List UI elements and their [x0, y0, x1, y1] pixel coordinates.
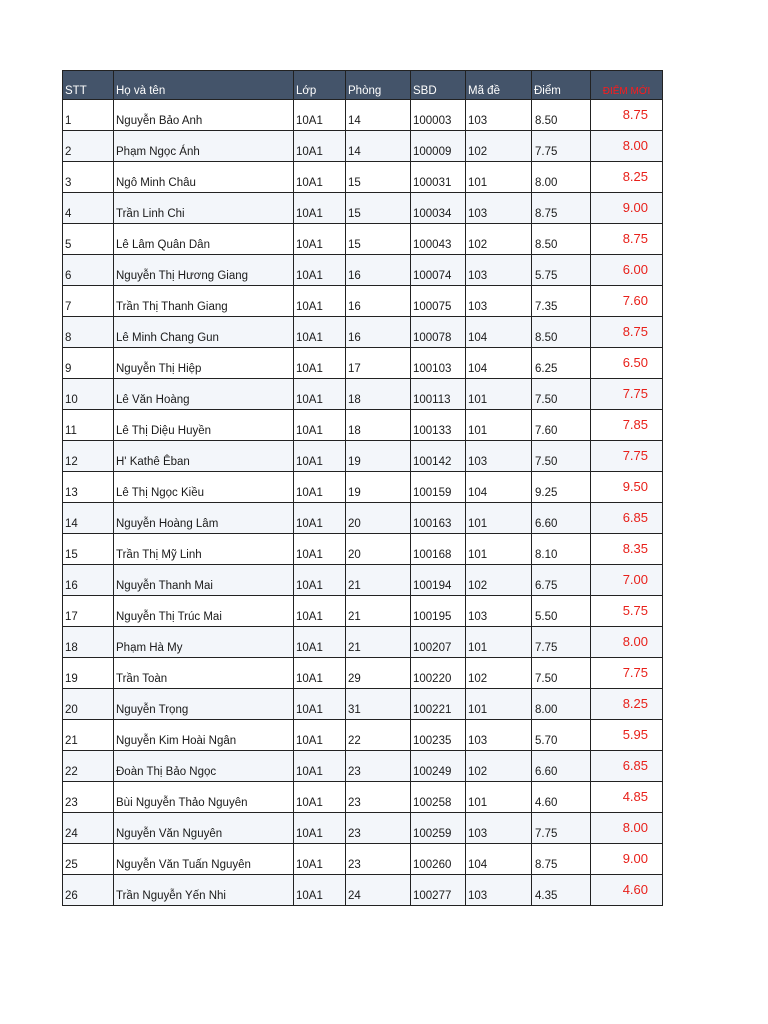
cell-class[interactable]: 10A1 [294, 689, 346, 720]
cell-sbd[interactable]: 100207 [411, 627, 466, 658]
table-row [63, 131, 663, 162]
cell-new-score[interactable]: 4.85 [591, 782, 663, 813]
cell-class[interactable]: 10A1 [294, 317, 346, 348]
cell-new-score[interactable]: 5.75 [591, 596, 663, 627]
cell-name[interactable]: Bùi Nguyễn Thảo Nguyên [114, 782, 294, 813]
table-row [63, 658, 663, 689]
cell-score[interactable]: 5.50 [532, 596, 591, 627]
cell-stt[interactable]: 24 [63, 813, 114, 844]
cell-room[interactable]: 23 [346, 813, 411, 844]
cell-name[interactable]: Phạm Hà My [114, 627, 294, 658]
cell-score[interactable]: 7.50 [532, 379, 591, 410]
cell-name[interactable]: Lê Lâm Quân Dân [114, 224, 294, 255]
cell-name[interactable]: Nguyễn Thị Hương Giang [114, 255, 294, 286]
cell-sbd[interactable]: 100249 [411, 751, 466, 782]
cell-sbd[interactable]: 100195 [411, 596, 466, 627]
table-row [63, 162, 663, 193]
cell-name[interactable]: Nguyễn Trọng [114, 689, 294, 720]
cell-score[interactable]: 8.75 [532, 193, 591, 224]
cell-code[interactable]: 101 [466, 503, 532, 534]
cell-stt[interactable]: 8 [63, 317, 114, 348]
cell-new-score[interactable]: 8.25 [591, 162, 663, 193]
cell-stt[interactable]: 11 [63, 410, 114, 441]
cell-class[interactable]: 10A1 [294, 255, 346, 286]
table-row [63, 286, 663, 317]
table-row [63, 317, 663, 348]
cell-code[interactable]: 102 [466, 565, 532, 596]
header-score[interactable]: Điểm [532, 71, 591, 100]
cell-class[interactable]: 10A1 [294, 658, 346, 689]
cell-class[interactable]: 10A1 [294, 565, 346, 596]
cell-score[interactable]: 7.35 [532, 286, 591, 317]
cell-class[interactable]: 10A1 [294, 379, 346, 410]
cell-class[interactable]: 10A1 [294, 100, 346, 131]
header-name[interactable]: Họ và tên [114, 71, 294, 100]
cell-new-score[interactable]: 8.75 [591, 317, 663, 348]
cell-stt[interactable]: 21 [63, 720, 114, 751]
cell-sbd[interactable]: 100031 [411, 162, 466, 193]
cell-sbd[interactable]: 100159 [411, 472, 466, 503]
cell-name[interactable]: Nguyễn Bảo Anh [114, 100, 294, 131]
cell-stt[interactable]: 22 [63, 751, 114, 782]
cell-room[interactable]: 29 [346, 658, 411, 689]
table-row [63, 844, 663, 875]
table-row [63, 720, 663, 751]
cell-class[interactable]: 10A1 [294, 348, 346, 379]
cell-new-score[interactable]: 8.00 [591, 813, 663, 844]
cell-room[interactable]: 22 [346, 720, 411, 751]
table-row [63, 472, 663, 503]
cell-score[interactable]: 8.50 [532, 317, 591, 348]
header-row [63, 71, 663, 100]
cell-sbd[interactable]: 100260 [411, 844, 466, 875]
cell-room[interactable]: 16 [346, 255, 411, 286]
cell-score[interactable]: 6.60 [532, 503, 591, 534]
cell-room[interactable]: 19 [346, 472, 411, 503]
cell-new-score[interactable]: 8.75 [591, 100, 663, 131]
cell-class[interactable]: 10A1 [294, 720, 346, 751]
cell-score[interactable]: 4.60 [532, 782, 591, 813]
score-table [62, 70, 663, 906]
cell-score[interactable]: 7.50 [532, 658, 591, 689]
cell-score[interactable]: 8.50 [532, 100, 591, 131]
cell-sbd[interactable]: 100113 [411, 379, 466, 410]
cell-class[interactable]: 10A1 [294, 131, 346, 162]
cell-sbd[interactable]: 100133 [411, 410, 466, 441]
cell-stt[interactable]: 26 [63, 875, 114, 906]
cell-stt[interactable]: 18 [63, 627, 114, 658]
cell-sbd[interactable]: 100277 [411, 875, 466, 906]
cell-stt[interactable]: 20 [63, 689, 114, 720]
cell-score[interactable]: 6.60 [532, 751, 591, 782]
cell-code[interactable]: 104 [466, 844, 532, 875]
cell-new-score[interactable]: 7.00 [591, 565, 663, 596]
cell-score[interactable]: 8.50 [532, 224, 591, 255]
cell-stt[interactable]: 9 [63, 348, 114, 379]
cell-sbd[interactable]: 100220 [411, 658, 466, 689]
cell-code[interactable]: 103 [466, 875, 532, 906]
cell-score[interactable]: 8.00 [532, 162, 591, 193]
header-sbd[interactable]: SBD [411, 71, 466, 100]
cell-room[interactable]: 19 [346, 441, 411, 472]
cell-room[interactable]: 31 [346, 689, 411, 720]
cell-stt[interactable]: 10 [63, 379, 114, 410]
cell-name[interactable]: Lê Thị Ngọc Kiều [114, 472, 294, 503]
cell-new-score[interactable]: 6.85 [591, 503, 663, 534]
cell-code[interactable]: 101 [466, 410, 532, 441]
cell-sbd[interactable]: 100163 [411, 503, 466, 534]
cell-class[interactable]: 10A1 [294, 193, 346, 224]
cell-code[interactable]: 103 [466, 441, 532, 472]
cell-name[interactable]: Nguyễn Hoàng Lâm [114, 503, 294, 534]
cell-class[interactable]: 10A1 [294, 472, 346, 503]
cell-sbd[interactable]: 100194 [411, 565, 466, 596]
cell-class[interactable]: 10A1 [294, 410, 346, 441]
cell-stt[interactable]: 15 [63, 534, 114, 565]
cell-room[interactable]: 21 [346, 596, 411, 627]
cell-new-score[interactable]: 7.75 [591, 379, 663, 410]
cell-class[interactable]: 10A1 [294, 224, 346, 255]
cell-name[interactable]: H' Kathê Êban [114, 441, 294, 472]
table-row [63, 441, 663, 472]
cell-score[interactable]: 6.25 [532, 348, 591, 379]
cell-room[interactable]: 14 [346, 100, 411, 131]
cell-name[interactable]: Nguyễn Văn Tuấn Nguyên [114, 844, 294, 875]
cell-code[interactable]: 102 [466, 224, 532, 255]
cell-stt[interactable]: 4 [63, 193, 114, 224]
cell-new-score[interactable]: 8.00 [591, 627, 663, 658]
cell-new-score[interactable]: 9.50 [591, 472, 663, 503]
table-row [63, 782, 663, 813]
cell-room[interactable]: 18 [346, 379, 411, 410]
cell-code[interactable]: 102 [466, 751, 532, 782]
header-stt[interactable]: STT [63, 71, 114, 100]
cell-class[interactable]: 10A1 [294, 813, 346, 844]
header-room[interactable]: Phòng [346, 71, 411, 100]
cell-sbd[interactable]: 100142 [411, 441, 466, 472]
cell-score[interactable]: 4.35 [532, 875, 591, 906]
cell-name[interactable]: Phạm Ngọc Ánh [114, 131, 294, 162]
cell-code[interactable]: 101 [466, 689, 532, 720]
cell-sbd[interactable]: 100103 [411, 348, 466, 379]
cell-room[interactable]: 16 [346, 317, 411, 348]
cell-name[interactable]: Nguyễn Văn Nguyên [114, 813, 294, 844]
cell-new-score[interactable]: 6.85 [591, 751, 663, 782]
cell-sbd[interactable]: 100043 [411, 224, 466, 255]
cell-sbd[interactable]: 100009 [411, 131, 466, 162]
cell-code[interactable]: 102 [466, 131, 532, 162]
cell-score[interactable]: 7.75 [532, 131, 591, 162]
header-new-score[interactable]: ĐIỂM MỚI [591, 71, 663, 100]
cell-new-score[interactable]: 7.85 [591, 410, 663, 441]
cell-stt[interactable]: 3 [63, 162, 114, 193]
cell-sbd[interactable]: 100168 [411, 534, 466, 565]
table-row [63, 193, 663, 224]
cell-code[interactable]: 103 [466, 286, 532, 317]
cell-name[interactable]: Lê Văn Hoàng [114, 379, 294, 410]
cell-new-score[interactable]: 8.35 [591, 534, 663, 565]
cell-new-score[interactable]: 8.75 [591, 224, 663, 255]
cell-class[interactable]: 10A1 [294, 844, 346, 875]
cell-code[interactable]: 103 [466, 596, 532, 627]
cell-name[interactable]: Trần Linh Chi [114, 193, 294, 224]
cell-sbd[interactable]: 100074 [411, 255, 466, 286]
cell-name[interactable]: Trần Thị Mỹ Linh [114, 534, 294, 565]
cell-new-score[interactable]: 7.75 [591, 441, 663, 472]
cell-score[interactable]: 8.75 [532, 844, 591, 875]
cell-code[interactable]: 102 [466, 658, 532, 689]
cell-stt[interactable]: 23 [63, 782, 114, 813]
cell-new-score[interactable]: 8.25 [591, 689, 663, 720]
table-row [63, 255, 663, 286]
cell-code[interactable]: 101 [466, 379, 532, 410]
cell-sbd[interactable]: 100259 [411, 813, 466, 844]
table-row [63, 224, 663, 255]
cell-score[interactable]: 8.00 [532, 689, 591, 720]
cell-score[interactable]: 5.70 [532, 720, 591, 751]
cell-name[interactable]: Trần Toàn [114, 658, 294, 689]
cell-stt[interactable]: 6 [63, 255, 114, 286]
cell-stt[interactable]: 25 [63, 844, 114, 875]
cell-sbd[interactable]: 100258 [411, 782, 466, 813]
cell-name[interactable]: Trần Nguyễn Yến Nhi [114, 875, 294, 906]
cell-class[interactable]: 10A1 [294, 782, 346, 813]
cell-room[interactable]: 14 [346, 131, 411, 162]
cell-stt[interactable]: 1 [63, 100, 114, 131]
cell-new-score[interactable]: 5.95 [591, 720, 663, 751]
table-row [63, 534, 663, 565]
cell-score[interactable]: 8.10 [532, 534, 591, 565]
cell-name[interactable]: Nguyễn Kim Hoài Ngân [114, 720, 294, 751]
cell-room[interactable]: 20 [346, 503, 411, 534]
cell-sbd[interactable]: 100235 [411, 720, 466, 751]
cell-name[interactable]: Nguyễn Thị Trúc Mai [114, 596, 294, 627]
cell-stt[interactable]: 17 [63, 596, 114, 627]
cell-code[interactable]: 104 [466, 317, 532, 348]
score-sheet [62, 70, 662, 906]
cell-class[interactable]: 10A1 [294, 162, 346, 193]
cell-room[interactable]: 20 [346, 534, 411, 565]
cell-stt[interactable]: 14 [63, 503, 114, 534]
cell-room[interactable]: 23 [346, 844, 411, 875]
cell-code[interactable]: 103 [466, 100, 532, 131]
cell-new-score[interactable]: 9.00 [591, 193, 663, 224]
cell-new-score[interactable]: 6.50 [591, 348, 663, 379]
cell-code[interactable]: 103 [466, 720, 532, 751]
cell-new-score[interactable]: 7.75 [591, 658, 663, 689]
table-row [63, 875, 663, 906]
table-row [63, 379, 663, 410]
table-body [63, 100, 663, 906]
table-row [63, 689, 663, 720]
cell-class[interactable]: 10A1 [294, 441, 346, 472]
cell-new-score[interactable]: 9.00 [591, 844, 663, 875]
cell-stt[interactable]: 16 [63, 565, 114, 596]
cell-room[interactable]: 21 [346, 627, 411, 658]
cell-sbd[interactable]: 100221 [411, 689, 466, 720]
cell-code[interactable]: 101 [466, 162, 532, 193]
header-code[interactable]: Mã đề [466, 71, 532, 100]
table-row [63, 100, 663, 131]
cell-class[interactable]: 10A1 [294, 875, 346, 906]
cell-room[interactable]: 16 [346, 286, 411, 317]
cell-score[interactable]: 6.75 [532, 565, 591, 596]
cell-class[interactable]: 10A1 [294, 503, 346, 534]
table-row [63, 410, 663, 441]
cell-class[interactable]: 10A1 [294, 627, 346, 658]
table-row [63, 813, 663, 844]
cell-stt[interactable]: 5 [63, 224, 114, 255]
cell-name[interactable]: Đoàn Thị Bảo Ngọc [114, 751, 294, 782]
cell-class[interactable]: 10A1 [294, 596, 346, 627]
table-row [63, 627, 663, 658]
cell-code[interactable]: 101 [466, 782, 532, 813]
cell-sbd[interactable]: 100003 [411, 100, 466, 131]
cell-name[interactable]: Lê Thị Diệu Huyền [114, 410, 294, 441]
cell-room[interactable]: 23 [346, 751, 411, 782]
cell-sbd[interactable]: 100075 [411, 286, 466, 317]
cell-sbd[interactable]: 100078 [411, 317, 466, 348]
cell-name[interactable]: Lê Minh Chang Gun [114, 317, 294, 348]
cell-code[interactable]: 103 [466, 255, 532, 286]
cell-score[interactable]: 7.60 [532, 410, 591, 441]
cell-room[interactable]: 15 [346, 224, 411, 255]
cell-score[interactable]: 7.75 [532, 813, 591, 844]
table-row [63, 565, 663, 596]
cell-room[interactable]: 23 [346, 782, 411, 813]
cell-name[interactable]: Trần Thị Thanh Giang [114, 286, 294, 317]
cell-new-score[interactable]: 6.00 [591, 255, 663, 286]
table-row [63, 348, 663, 379]
cell-new-score[interactable]: 8.00 [591, 131, 663, 162]
cell-score[interactable]: 7.75 [532, 627, 591, 658]
cell-new-score[interactable]: 4.60 [591, 875, 663, 906]
cell-name[interactable]: Nguyễn Thanh Mai [114, 565, 294, 596]
cell-room[interactable]: 17 [346, 348, 411, 379]
cell-code[interactable]: 101 [466, 627, 532, 658]
cell-room[interactable]: 18 [346, 410, 411, 441]
cell-code[interactable]: 101 [466, 534, 532, 565]
cell-stt[interactable]: 12 [63, 441, 114, 472]
cell-score[interactable]: 5.75 [532, 255, 591, 286]
table-row [63, 596, 663, 627]
cell-score[interactable]: 7.50 [532, 441, 591, 472]
cell-class[interactable]: 10A1 [294, 751, 346, 782]
cell-class[interactable]: 10A1 [294, 286, 346, 317]
cell-stt[interactable]: 2 [63, 131, 114, 162]
cell-stt[interactable]: 19 [63, 658, 114, 689]
table-row [63, 503, 663, 534]
cell-code[interactable]: 104 [466, 472, 532, 503]
cell-stt[interactable]: 7 [63, 286, 114, 317]
cell-class[interactable]: 10A1 [294, 534, 346, 565]
cell-name[interactable]: Ngô Minh Châu [114, 162, 294, 193]
header-class[interactable]: Lớp [294, 71, 346, 100]
table-row [63, 751, 663, 782]
cell-room[interactable]: 24 [346, 875, 411, 906]
cell-room[interactable]: 21 [346, 565, 411, 596]
cell-room[interactable]: 15 [346, 162, 411, 193]
cell-new-score[interactable]: 7.60 [591, 286, 663, 317]
cell-code[interactable]: 103 [466, 193, 532, 224]
cell-code[interactable]: 104 [466, 348, 532, 379]
cell-score[interactable]: 9.25 [532, 472, 591, 503]
cell-room[interactable]: 15 [346, 193, 411, 224]
cell-sbd[interactable]: 100034 [411, 193, 466, 224]
cell-stt[interactable]: 13 [63, 472, 114, 503]
cell-name[interactable]: Nguyễn Thị Hiệp [114, 348, 294, 379]
cell-code[interactable]: 103 [466, 813, 532, 844]
